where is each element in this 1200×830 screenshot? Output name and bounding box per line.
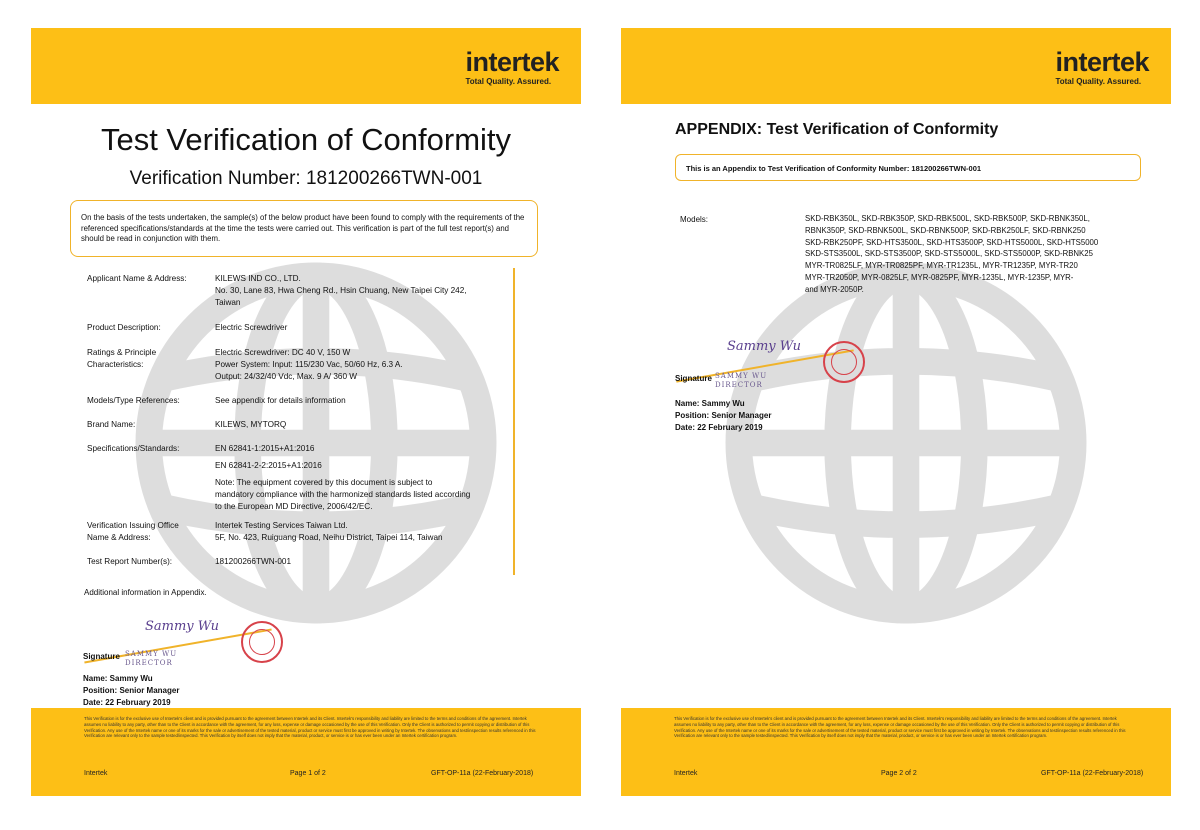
certificate-page-1: intertek Total Quality. Assured. Test Verification of Conformity Verification Number: 181200266TWN-001 On the basis of the tests undertaken, the sample(s) of the below product have been found to comply with the requirements of the referenced specifications/standards at the time the tests were carried out. This verification is part of the full test report(s) and should be read in conjunction with them. Applicant Name & Address: KILEWS IND CO., LTD. No. 30, Lane 83, Hwa Cheng Rd., Hsin Chuang, New Taipei City 242, Taiwan Product Description: Electric Screwdriver Ratings & Principle Characteristics: Electric Screwdriver: DC 40 V, 150 W Power System: Input: 115/230 Vac, 50/60 Hz, 6.3 A. Output: 24/32/40 Vdc, Max. 9 A/ 360 W Models/Type References: See appendix for details information Brand Name: KILEWS, MYTORQ Specifications/Standards: EN 62841-1:2015+A1:2016 EN 62841-2-2:2015+A1:2016 Note: The equipment covered by this document is subject to mandatory compliance with the harmonized standards listed according to the European MD Directive, 2006/42/EC. Verification Issuing Office Name & Address: Intertek Testing Services Taiwan Ltd. 5F, No. 423, Ruiguang Road, Neihu District, Taipei 114, Taiwan Test Report Number(s): 181200266TWN-001 Additional information in Appendix. Sammy Wu Signature SAMMY WU DIRECTOR Name: Sammy Wu Position: Senior Manager Date: 22 February 2019 This Verification is for the exclusive use of Intertek's client and is provided pursuant to the agreement between Intertek and its Client. Intertek's responsibility and liability are limited to the terms and conditions of the agreement. Intertek assumes no liability to any party, other than to the Client in accordance with the agreement, for any loss, expense or damage occasioned by the use of this Verification. Only the Client is authorized to permit copying or distribution of this Verification. Any use of the Intertek name or one of its marks for the sale or advertisement of the tested material, product or service must first be approved in writing by Intertek. The observations and test/inspection results referenced in this Verification are relevant only to the sample tested/inspected. This Verification by itself does not imply that the material, product, or service is or has ever been under an Intertek certification program. Intertek Page 1 of 2 GFT-OP-11a (22-February-2018)	[31, 28, 581, 796]
disclaimer-text: This Verification is for the exclusive use of Intertek's client and is provided pursuant to the agreement between Intertek and its Client. Intertek's responsibility and liability are limited to the terms and conditions of the agreement. Intertek assumes no liability to any party, other than to the Client in accordance with the agreement, for any loss, expense or damage occasioned by the use of this Verification. Only the Client is authorized to permit copying or distribution of this Verification. Any use of the Intertek name or one of its marks for the sale or advertisement of the tested material, product or service must first be approved in writing by Intertek. The observations and test/inspection results referenced in this Verification are relevant only to the sample tested/inspected. This Verification by itself does not imply that the material, product, or service is or has ever been under an Intertek certification program.	[674, 716, 1126, 739]
company-seal-icon	[241, 621, 283, 663]
signatory-info: Name: Sammy Wu Position: Senior Manager Date: 22 February 2019	[675, 399, 772, 432]
disclaimer-text: This Verification is for the exclusive use of Intertek's client and is provided pursuant to the agreement between Intertek and its Client. Intertek's responsibility and liability are limited to the terms and conditions of the agreement. Intertek assumes no liability to any party, other than to the Client in accordance with the agreement, for any loss, expense or damage occasioned by the use of this Verification. Only the Client is authorized to permit copying or distribution of this Verification. Any use of the Intertek name or one of its marks for the sale or advertisement of the tested material, product or service must first be approved in writing by Intertek. The observations and test/inspection results referenced in this Verification are relevant only to the sample tested/inspected. This Verification by itself does not imply that the material, product, or service is or has ever been under an Intertek certification program.	[84, 716, 536, 739]
page-title: APPENDIX: Test Verification of Conformity	[675, 121, 999, 138]
footer-company: Intertek	[84, 770, 108, 777]
verification-number: Verification Number: 181200266TWN-001	[129, 168, 483, 189]
form-code: GFT-OP-11a (22-February-2018)	[431, 770, 534, 777]
models-list: SKD-RBK350L, SKD-RBK350P, SKD-RBK500L, SKD-RBK500P, SKD-RBNK350L, RBNK350P, SKD-RBNK500L, SKD-RBNK500P, SKD-RBK250LF, SKD-RBNK250 SKD-RBK250PF, SKD-HTS3500L, SKD-HTS3500P, SKD-HTS5000L, SKD-HTS5000 SKD-STS3500L, SKD-STS3500P, SKD-STS5000L, SKD-STS5000P, SKD-RBNK25 MYR-TR0825LF, MYR-TR0825PF, MYR-TR1235L, MYR-TR1235P, MYR-TR20 MYR-TR2050P, MYR-0825LF, MYR-0825PF, MYR-1235L, MYR-1235P, MYR- and MYR-2050P.	[805, 214, 1099, 294]
signature-director: SAMMY WU DIRECTOR	[125, 650, 178, 667]
page-number: Page 1 of 2	[290, 770, 326, 777]
page-number: Page 2 of 2	[881, 770, 917, 777]
signature-block	[673, 333, 893, 393]
additional-info: Additional information in Appendix.	[84, 588, 207, 597]
signature-caption: Signature	[83, 652, 120, 661]
signature-script: Sammy Wu	[727, 339, 801, 354]
intro-box: On the basis of the tests undertaken, the sample(s) of the below product have been found to comply with the requirements of the referenced specifications/standards at the time the tests were carried out. This verification is part of the full test report(s) and should be read in conjunction with them.	[70, 200, 538, 257]
appendix-intro-box: This is an Appendix to Test Verification of Conformity Number: 181200266TWN-001	[675, 154, 1141, 181]
form-code: GFT-OP-11a (22-February-2018)	[1041, 770, 1144, 777]
company-seal-icon	[823, 341, 865, 383]
certificate-page-2	[621, 28, 1171, 796]
globe-watermark-icon	[716, 253, 1096, 633]
signature-director: SAMMY WU DIRECTOR	[715, 372, 768, 389]
signatory-info: Name: Sammy Wu Position: Senior Manager Date: 22 February 2019	[83, 674, 180, 707]
intertek-logo: intertek Total Quality. Assured.	[1055, 47, 1149, 86]
signature-script: Sammy Wu	[145, 619, 219, 634]
footer-company: Intertek	[674, 770, 698, 777]
models-label: Models:	[680, 215, 709, 224]
signature-block	[81, 613, 301, 673]
intertek-logo: intertek Total Quality. Assured.	[465, 47, 559, 86]
page-title: Test Verification of Conformity	[100, 122, 512, 157]
signature-caption: Signature	[675, 374, 712, 383]
